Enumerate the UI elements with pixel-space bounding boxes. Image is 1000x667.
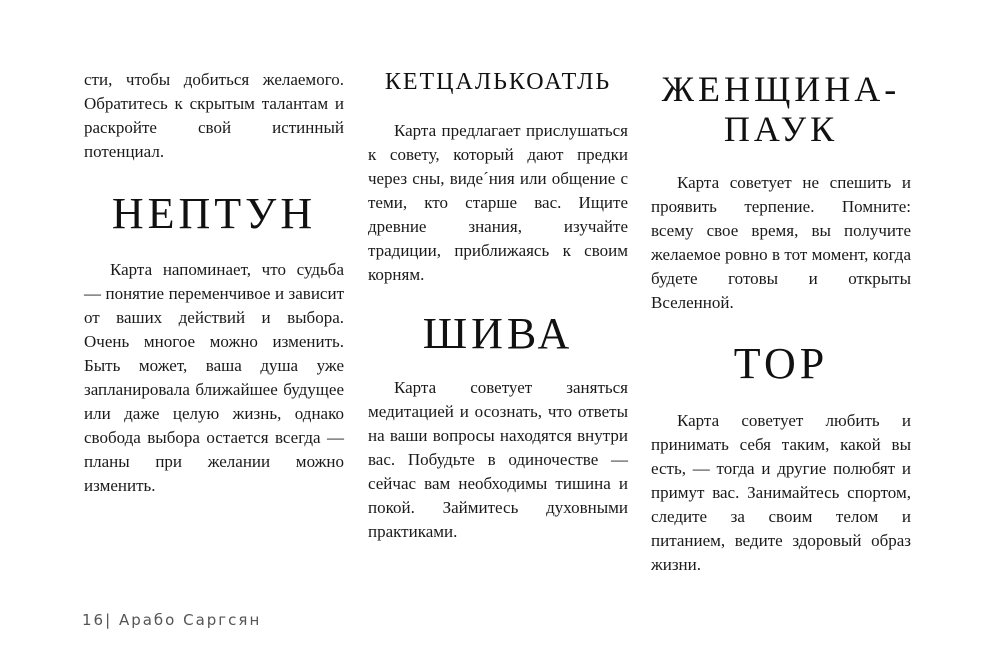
section-heading-neptune: НЕПТУН — [111, 189, 317, 238]
section-heading-spider-woman-line2: ПАУК — [723, 109, 839, 149]
section-paragraph-thor: Карта советует любить и принимать себя таким, какой вы есть, — тогда и другие полюбят и примут вас. Занимайтесь спортом, следите за своим телом и питанием, ведите здоровый образ жизни. — [651, 411, 911, 574]
continued-paragraph: сти, чтобы добиться желаемого. Обратитесь к скрытым талантам и раскройте свой истинный потенциал. — [84, 70, 344, 161]
page-number: 16 — [82, 611, 106, 629]
section-heading-spider-woman-line1: ЖЕНЩИНА- — [661, 69, 901, 109]
section-paragraph-neptune: Карта напоминает, что судьба — понятие переменчивое и зависит от ваших действий и выбора. Очень многое можно изменить. Быть может, ваша душа уже запланировала ближайшее будущее или даже целую жизнь, однако свобода выбора остается всегда — планы при желании можно изменить. — [84, 260, 344, 495]
section-paragraph-spider-woman: Карта советует не спешить и проявить терпение. Помните: всему свое время, вы получите желаемое ровно в тот момент, когда будете готовы и открыты Вселенной. — [651, 173, 911, 312]
author-name: Арабо Саргсян — [118, 611, 262, 629]
section-paragraph-shiva: Карта советует заняться медитацией и осознать, что ответы на ваши вопросы находятся внутри вас. Побудьте в одиночестве — сейчас вам необходимы тишина и покой. Займитесь духовными практиками. — [368, 378, 628, 541]
section-heading-thor: ТОР — [733, 339, 829, 388]
section-paragraph-quetzalcoatl: Карта предлагает прислушаться к совету, который дают предки через сны, виде´ния или общение с теми, кто старше вас. Ищите древние знания, изучайте традиции, приближаясь к своим корням. — [368, 121, 628, 284]
footer-separator: | — [105, 611, 113, 629]
section-heading-quetzalcoatl: КЕТЦАЛЬКОАТЛЬ — [384, 69, 612, 95]
page-footer — [82, 611, 261, 629]
section-heading-shiva: ШИВА — [422, 309, 574, 358]
